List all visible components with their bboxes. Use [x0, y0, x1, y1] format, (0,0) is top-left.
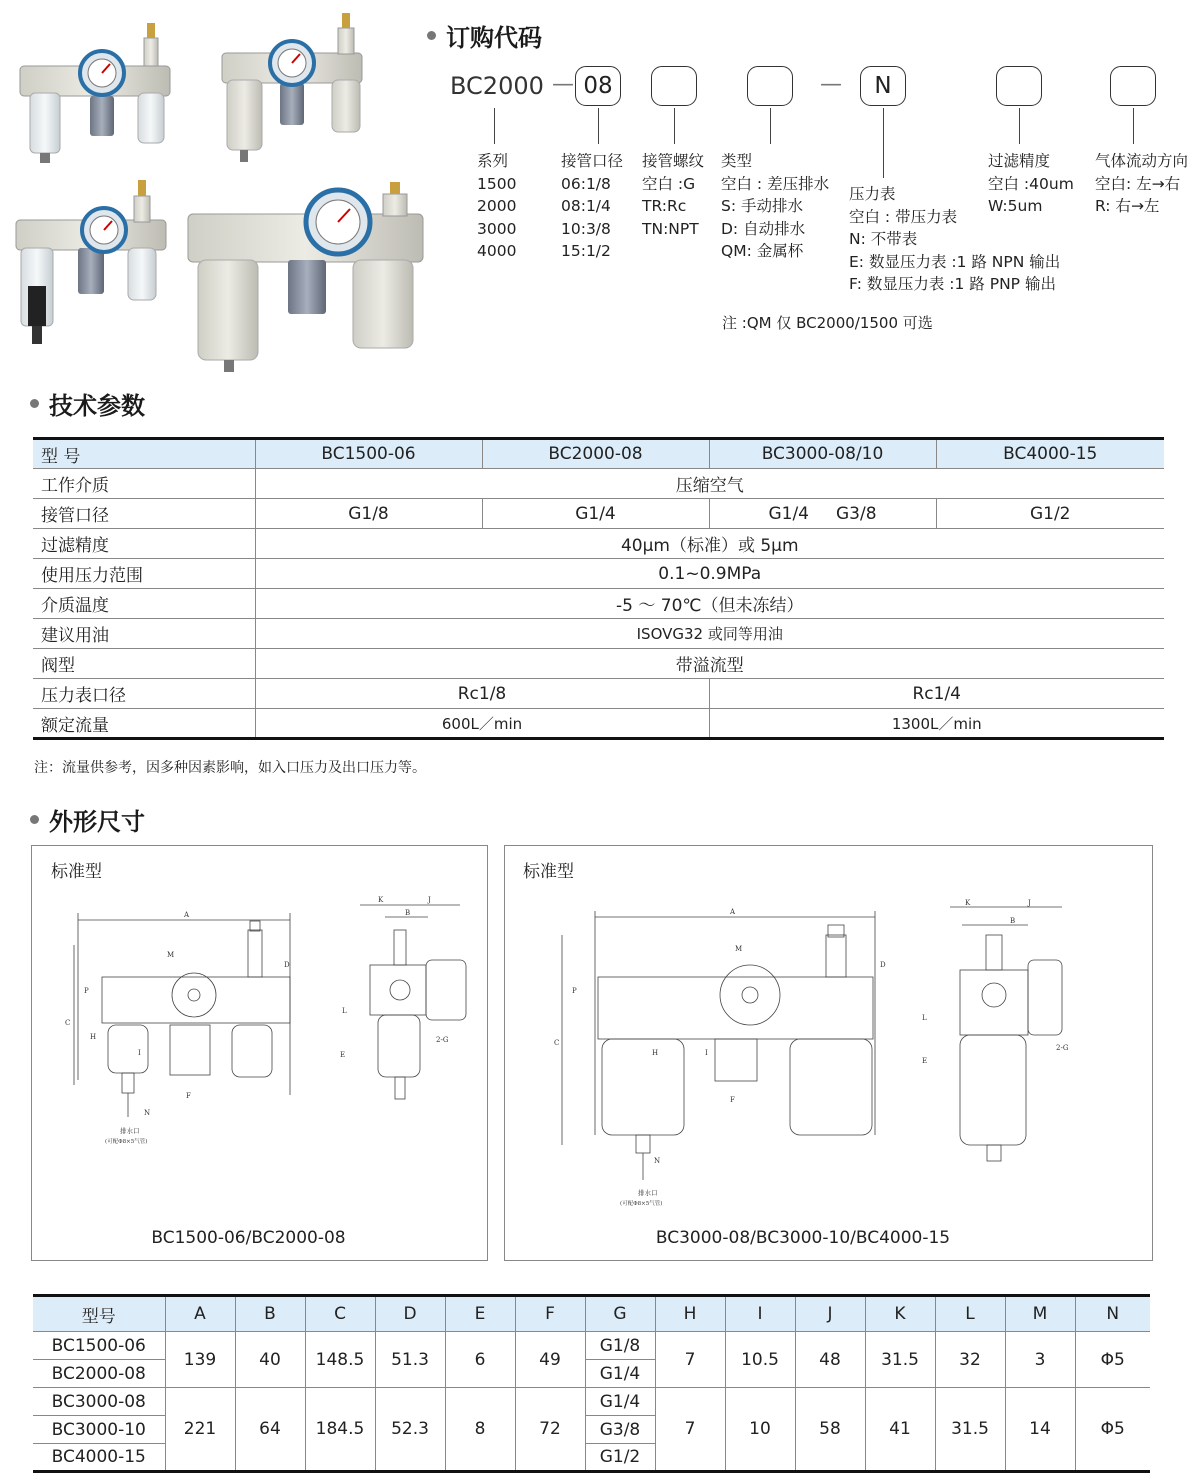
order-code-title: 订购代码 — [427, 18, 542, 53]
dim-table — [33, 1294, 1150, 1473]
drain-label: 排水口 — [120, 1127, 140, 1135]
leader-type — [770, 108, 771, 144]
opt-port: 接管口径 06:1/8 08:1/4 10:3/8 15:1/2 — [561, 152, 624, 260]
dim-letter: L — [342, 1007, 347, 1015]
dim-letter: J — [1028, 899, 1031, 907]
dim-letter: C — [554, 1039, 560, 1047]
leader-flow — [1133, 108, 1134, 144]
dims-title: 外形尺寸 — [30, 802, 145, 837]
code-box-thread — [651, 66, 697, 106]
drain-sub: (可配Φ8×5气管) — [620, 1201, 663, 1207]
dim-letter: F — [730, 1096, 735, 1104]
code-box-filter — [996, 66, 1042, 106]
header-cell: BC3000-08/10 — [709, 439, 936, 469]
product-photo-1 — [20, 23, 170, 163]
bullet-dot-icon — [30, 399, 39, 408]
code-box-port: 08 — [575, 66, 621, 106]
opt-series: 系列 1500 2000 3000 4000 — [477, 152, 517, 260]
dim-letter: B — [405, 909, 411, 917]
code-box-type — [747, 66, 793, 106]
leader-gauge — [883, 108, 884, 178]
table-header-row — [33, 439, 1164, 469]
table-row: 接管口径 G1/8 G1/4 G1/4 G3/8 G1/2 — [33, 499, 1164, 529]
opt-flow: 气体流动方向 空白: 左→右 R: 右→左 — [1095, 152, 1189, 215]
header-cell: BC2000-08 — [482, 439, 709, 469]
bullet-dot-icon — [30, 815, 39, 824]
dash-2: — — [820, 72, 842, 97]
dim-letter: E — [922, 1057, 928, 1065]
table-row: 使用压力范围 0.1~0.9MPa — [33, 559, 1164, 589]
product-photo-3 — [16, 180, 166, 344]
dim-letter: H — [90, 1033, 97, 1041]
leader-filter — [1019, 108, 1020, 144]
order-note: 注 :QM 仅 BC2000/1500 可选 — [722, 314, 933, 332]
header-cell: 型 号 — [33, 439, 255, 469]
dim-drawing-right — [550, 895, 1110, 1215]
table-row: 介质温度 -5 ～ 70℃（但未冻结） — [33, 589, 1164, 619]
dim-letter: F — [186, 1092, 191, 1100]
order-code-base: BC2000 — [450, 72, 544, 100]
dim-letter: J — [428, 896, 431, 904]
dim-letter: A — [730, 908, 736, 916]
product-photos — [10, 0, 430, 380]
leader-port — [598, 108, 599, 144]
header-cell: BC4000-15 — [936, 439, 1164, 469]
leader-series — [494, 108, 495, 144]
dim-letter: K — [378, 896, 384, 904]
dim-letter: P — [572, 987, 577, 995]
dim-letter: I — [705, 1049, 708, 1057]
dim-letter: I — [138, 1049, 141, 1057]
header-cell: BC1500-06 — [255, 439, 482, 469]
table-row: BC3000-10 G3/8 — [33, 1416, 1150, 1444]
dim-left-caption: BC1500-06/BC2000-08 — [151, 1228, 346, 1248]
dim-letter: N — [654, 1157, 661, 1165]
dim-letter: E — [340, 1051, 346, 1059]
dim-drawing-left — [60, 885, 480, 1165]
dim-letter: H — [652, 1049, 659, 1057]
dim-left-label: 标准型 — [51, 862, 102, 882]
table-row: BC1500-06 139 40 148.5 51.3 6 49 G1/8 7 10.5 48 31.5 32 3 Φ5 — [33, 1332, 1150, 1360]
code-box-flow — [1110, 66, 1156, 106]
dim-letter: N — [144, 1109, 151, 1117]
table-row: BC3000-08 221 64 184.5 52.3 8 72 G1/4 7 10 58 41 31.5 14 Φ5 — [33, 1388, 1150, 1416]
opt-gauge: 压力表 空白 : 带压力表 N: 不带表 E: 数显压力表 :1 路 NPN 输出 F: 数显压力表 :1 路 PNP 输出 — [849, 185, 1061, 293]
table-row: 建议用油 ISOVG32 或同等用油 — [33, 619, 1164, 649]
table-row: 阀型 带溢流型 — [33, 649, 1164, 679]
dim-letter: C — [65, 1019, 71, 1027]
dim-letter: K — [965, 899, 971, 907]
product-photo-2 — [222, 13, 362, 162]
opt-type: 类型 空白 : 差压排水 S: 手动排水 D: 自动排水 QM: 金属杯 — [721, 152, 830, 260]
opt-thread: 接管螺纹 空白 :G TR:Rc TN:NPT — [642, 152, 705, 238]
dim-letter: B — [1010, 917, 1016, 925]
params-table — [33, 437, 1164, 740]
dim-right-caption: BC3000-08/BC3000-10/BC4000-15 — [655, 1228, 951, 1248]
product-photo-4 — [188, 182, 423, 372]
dim-letter: M — [735, 945, 743, 953]
table-row: 工作介质 压缩空气 — [33, 469, 1164, 499]
table-row: BC2000-08 G1/4 — [33, 1360, 1150, 1388]
table-header-row: 型号 A B C D E F G H I J K L M N — [33, 1296, 1150, 1332]
params-note: 注：流量供参考，因多种因素影响，如入口压力及出口压力等。 — [34, 760, 426, 776]
bullet-dot-icon — [427, 31, 436, 40]
table-row: 压力表口径 Rc1/8 Rc1/4 — [33, 679, 1164, 709]
opt-filter: 过滤精度 空白 :40um W:5um — [988, 152, 1074, 215]
dim-letter: 2-G — [1056, 1044, 1069, 1052]
dim-letter: L — [922, 1014, 927, 1022]
dim-letter: D — [284, 961, 290, 969]
drain-label: 排水口 — [638, 1189, 658, 1197]
table-row: 额定流量 600L／min 1300L／min — [33, 709, 1164, 739]
dim-letter: D — [880, 961, 886, 969]
dim-right-label: 标准型 — [523, 862, 574, 882]
code-box-gauge: N — [860, 66, 906, 106]
drain-sub: (可配Φ8×5气管) — [105, 1139, 148, 1145]
table-row: BC4000-15 G1/2 — [33, 1444, 1150, 1472]
params-title: 技术参数 — [30, 386, 145, 421]
table-row: 过滤精度 40μm（标准）或 5μm — [33, 529, 1164, 559]
dash-1: — — [552, 72, 574, 97]
dim-letter: P — [84, 987, 89, 995]
dim-letter: 2-G — [436, 1036, 449, 1044]
leader-thread — [674, 108, 675, 144]
dim-letter: A — [184, 911, 190, 919]
dim-letter: M — [167, 951, 175, 959]
